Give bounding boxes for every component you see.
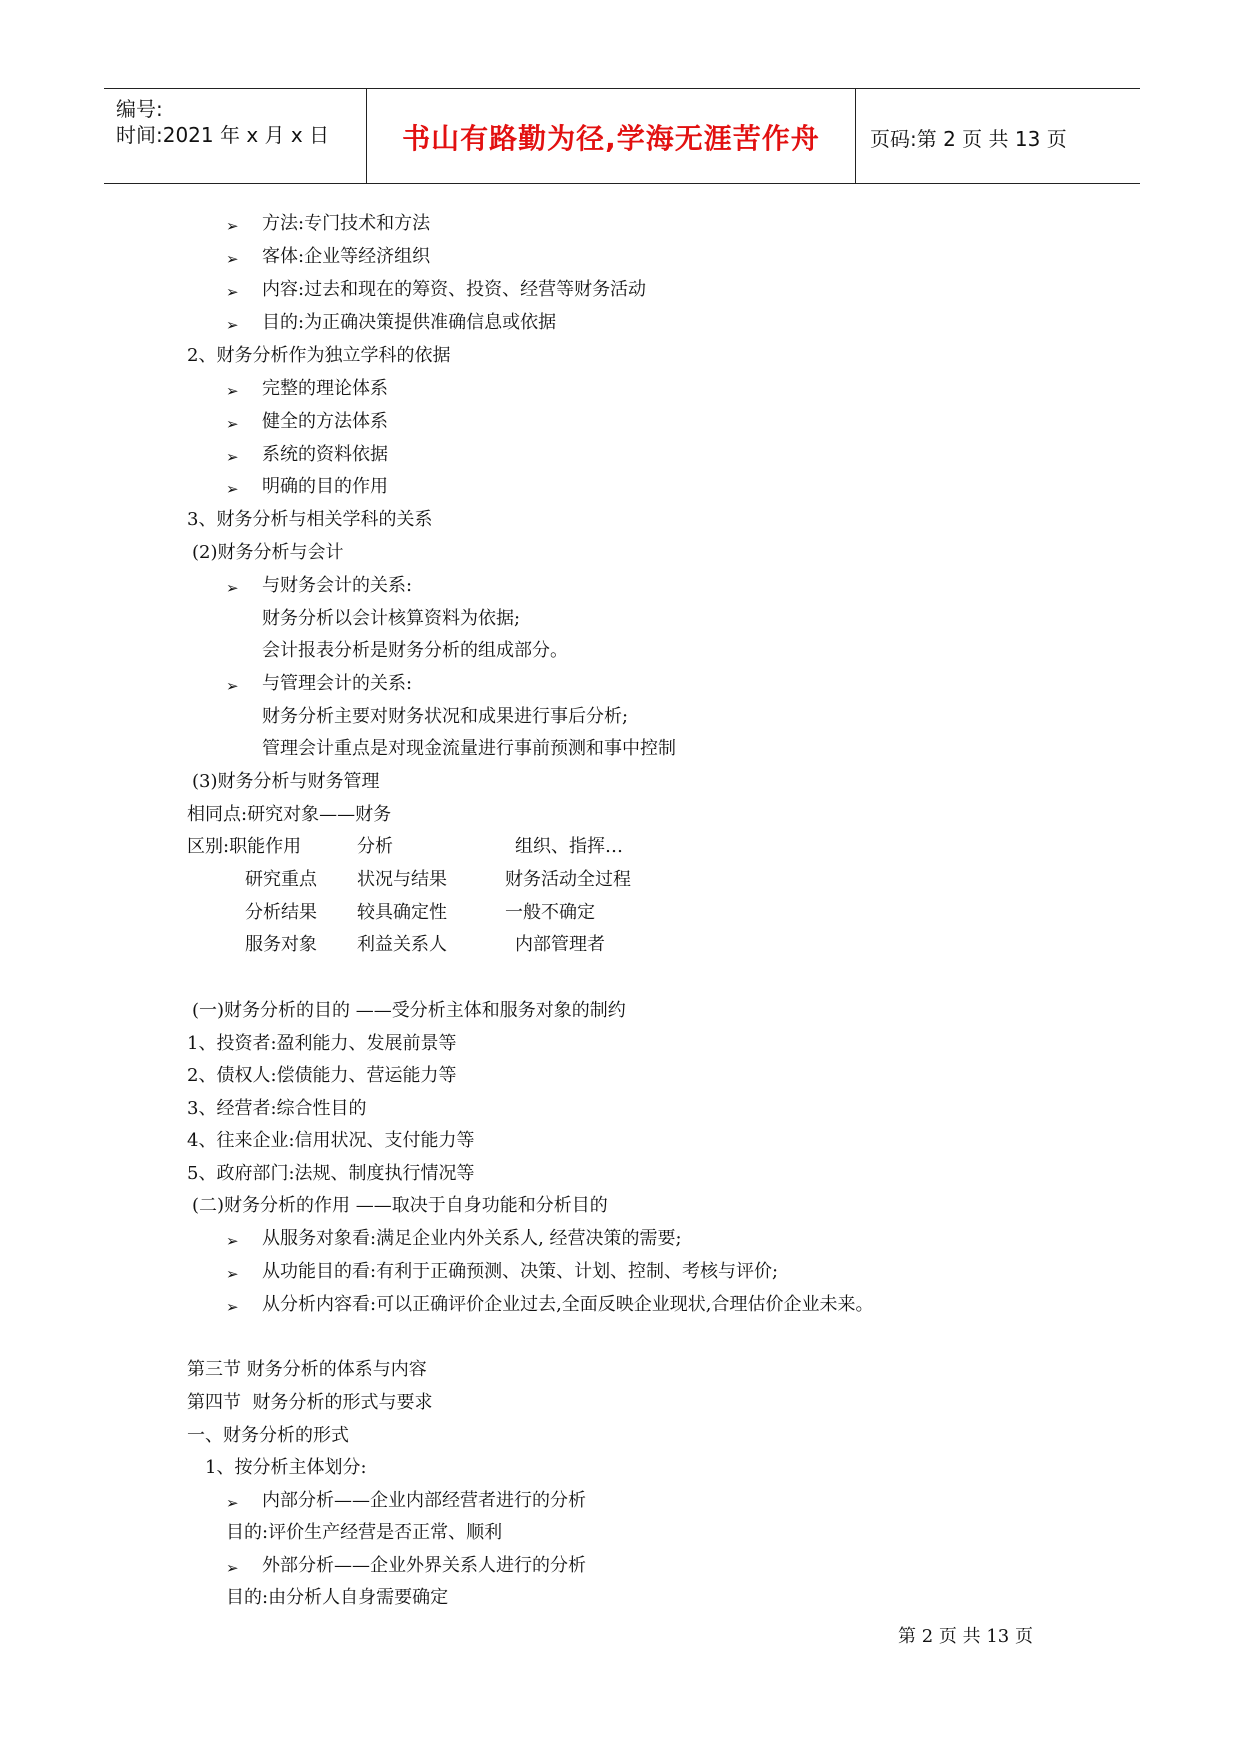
text-line: 财务分析主要对财务状况和成果进行事后分析; [262, 706, 629, 727]
compare-cell: 服务对象 [245, 934, 317, 955]
section-heading: 第四节 财务分析的形式与要求 [187, 1392, 433, 1413]
text-line: 从服务对象看:满足企业内外关系人, 经营决策的需要; [262, 1228, 682, 1249]
bullet-icon: ➢ [226, 1265, 239, 1283]
bullet-icon: ➢ [226, 1494, 239, 1512]
text-line: 相同点:研究对象——财务 [187, 804, 392, 825]
bullet-icon: ➢ [226, 677, 239, 695]
text-line: 方法:专门技术和方法 [262, 213, 431, 234]
text-line: 2、债权人:偿债能力、营运能力等 [187, 1065, 457, 1086]
heading-line: 3、财务分析与相关学科的关系 [187, 509, 433, 530]
text-line: 健全的方法体系 [262, 411, 388, 432]
heading-line: 1、按分析主体划分: [205, 1457, 367, 1478]
text-line: 从分析内容看:可以正确评价企业过去,全面反映企业现状,合理估价企业未来。 [262, 1294, 874, 1315]
bullet-icon: ➢ [226, 415, 239, 433]
heading-line: (一)财务分析的目的 ——受分析主体和服务对象的制约 [192, 1000, 626, 1021]
bullet-icon: ➢ [226, 1298, 239, 1316]
text-line: 财务分析以会计核算资料为依据; [262, 608, 521, 629]
bullet-icon: ➢ [226, 316, 239, 334]
bullet-icon: ➢ [226, 448, 239, 466]
text-line: 目的:评价生产经营是否正常、顺利 [226, 1522, 503, 1543]
compare-cell: 分析结果 [245, 902, 317, 923]
heading-line: (二)财务分析的作用 ——取决于自身功能和分析目的 [192, 1195, 608, 1216]
compare-cell: 内部管理者 [515, 934, 605, 955]
compare-cell: 状况与结果 [357, 869, 447, 890]
compare-cell: 利益关系人 [357, 934, 447, 955]
heading-line: 2、财务分析作为独立学科的依据 [187, 345, 451, 366]
compare-cell: 研究重点 [245, 869, 317, 890]
text-line: 完整的理论体系 [262, 378, 388, 399]
page-label: 页码:第 2 页 共 13 页 [870, 127, 1067, 151]
header-center-cell [366, 89, 856, 183]
text-line: 管理会计重点是对现金流量进行事前预测和事中控制 [262, 738, 676, 759]
heading-line: 一、财务分析的形式 [187, 1425, 349, 1446]
text-line: 目的:由分析人自身需要确定 [226, 1587, 449, 1608]
text-line: 系统的资料依据 [262, 444, 388, 465]
text-line: 内容:过去和现在的筹资、投资、经营等财务活动 [262, 279, 647, 300]
compare-cell: 一般不确定 [505, 902, 595, 923]
text-line: 1、投资者:盈利能力、发展前景等 [187, 1033, 457, 1054]
bullet-icon: ➢ [226, 480, 239, 498]
number-label: 编号: [116, 97, 163, 121]
bullet-icon: ➢ [226, 382, 239, 400]
heading-line: (3)财务分析与财务管理 [192, 771, 380, 792]
text-line: 5、政府部门:法规、制度执行情况等 [187, 1163, 475, 1184]
page-footer: 第 2 页 共 13 页 [898, 1626, 1033, 1647]
compare-cell: 较具确定性 [357, 902, 447, 923]
text-line: 明确的目的作用 [262, 476, 388, 497]
bullet-icon: ➢ [226, 217, 239, 235]
bullet-icon: ➢ [226, 250, 239, 268]
text-line: 从功能目的看:有利于正确预测、决策、计划、控制、考核与评价; [262, 1261, 779, 1282]
compare-cell: 财务活动全过程 [505, 869, 631, 890]
text-line: 4、往来企业:信用状况、支付能力等 [187, 1130, 475, 1151]
text-line: 与财务会计的关系: [262, 575, 413, 596]
header-right-cell [856, 89, 1140, 183]
text-line: 外部分析——企业外界关系人进行的分析 [262, 1555, 586, 1576]
text-line: 与管理会计的关系: [262, 673, 413, 694]
compare-cell: 区别:职能作用 [187, 836, 302, 857]
compare-cell: 组织、指挥… [515, 836, 623, 857]
text-line: 客体:企业等经济组织 [262, 246, 431, 267]
heading-line: (2)财务分析与会计 [192, 542, 344, 563]
time-label: 时间:2021 年 x 月 x 日 [116, 123, 330, 147]
header-left-cell [104, 89, 366, 183]
text-line: 会计报表分析是财务分析的组成部分。 [262, 640, 568, 661]
text-line: 内部分析——企业内部经营者进行的分析 [262, 1490, 586, 1511]
motto: 书山有路勤为径,学海无涯苦作舟 [402, 122, 820, 155]
header-table [104, 88, 1140, 184]
text-line: 目的:为正确决策提供准确信息或依据 [262, 312, 557, 333]
bullet-icon: ➢ [226, 579, 239, 597]
bullet-icon: ➢ [226, 283, 239, 301]
section-heading: 第三节 财务分析的体系与内容 [187, 1359, 427, 1380]
text-line: 3、经营者:综合性目的 [187, 1098, 367, 1119]
compare-cell: 分析 [357, 836, 393, 857]
bullet-icon: ➢ [226, 1559, 239, 1577]
bullet-icon: ➢ [226, 1232, 239, 1250]
